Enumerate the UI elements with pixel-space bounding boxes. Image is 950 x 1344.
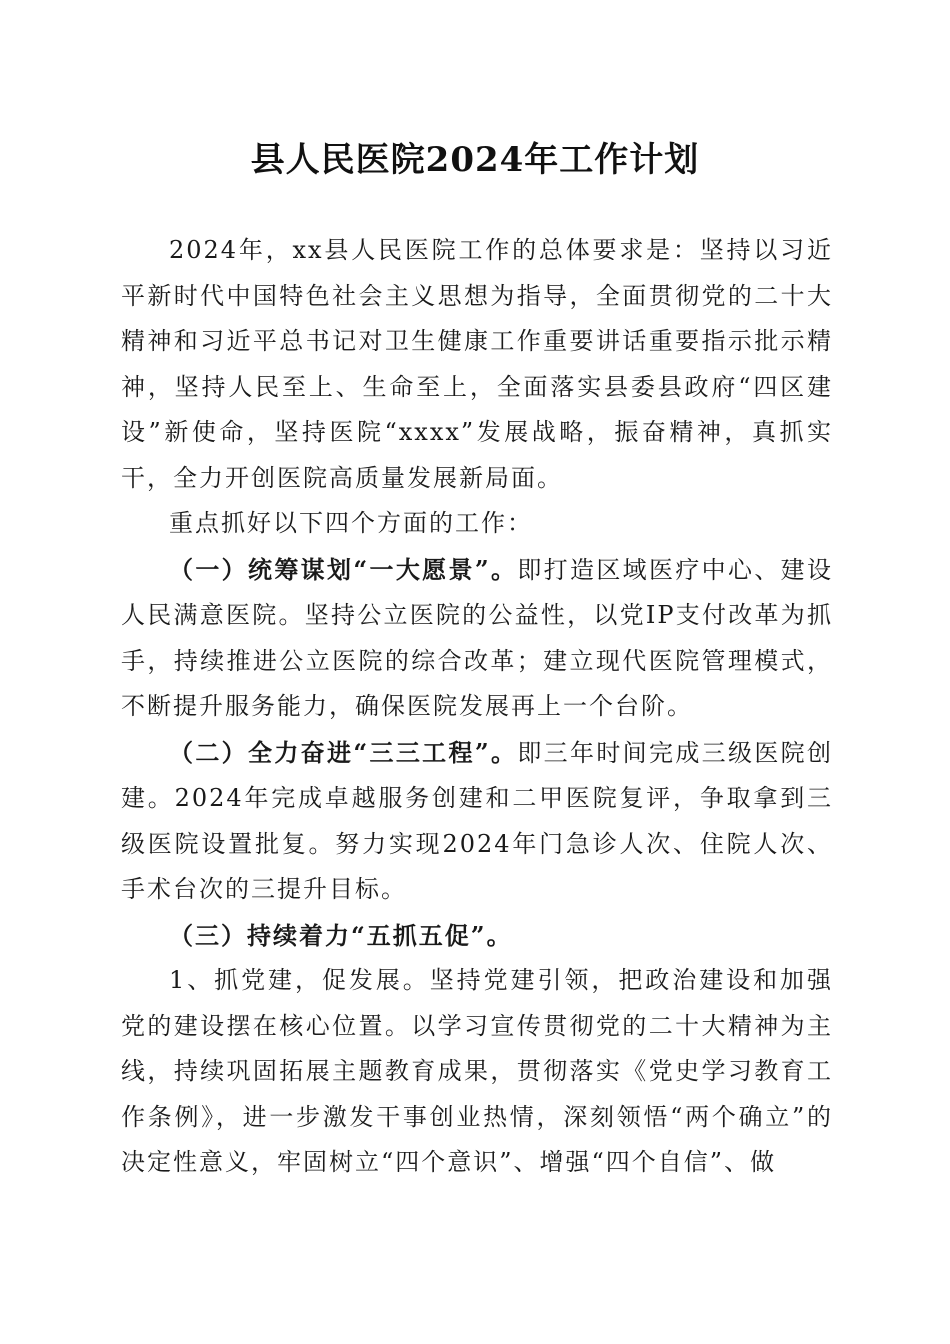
paragraph-section-1 [121,547,833,730]
document-title: 县人民医院2024年工作计划 [250,140,700,180]
paragraph-intro: 2024年，xx县人民医院工作的总体要求是：坚持以习近平新时代中国特色社会主义思想为指导，全面贯彻党的二十大精神和习近平总书记对卫生健康工作重要讲话重要指示批示精神，坚持人民至上、生命至上，全面落实县委县政府“四区建设”新使命，坚持医院“xxxx”发展战略，振奋精神，真抓实干，全力开创医院高质量发展新局面。 [121,236,833,492]
section-3-heading: （三）持续着力“五抓五促”。 [169,920,513,950]
section-1-heading: （一）统筹谋划“一大愿景”。 [169,554,518,584]
section-2-heading: （二）全力奋进“三三工程”。 [169,737,518,767]
paragraph-focus: 重点抓好以下四个方面的工作： [169,509,533,537]
section-2-body: 即三年时间完成三级医院创建。2024年完成卓越服务创建和二甲医院复评，争取拿到三级医院设置批复。努力实现2024年门急诊人次、住院人次、手术台次的三提升目标。 [121,738,834,903]
document-body [121,228,833,1186]
section-1-body: 即打造区域医疗中心、建设人民满意医院。坚持公立医院的公益性，以党IP支付改革为抓手，持续推进公立医院的综合改革；建立现代医院管理模式，不断提升服务能力，确保医院发展再上一个台阶。 [121,555,834,720]
paragraph-item-1: 1、抓党建，促发展。坚持党建引领，把政治建设和加强党的建设摆在核心位置。以学习宣传贯彻党的二十大精神为主线，持续巩固拓展主题教育成果，贯彻落实《党史学习教育工作条例》，进一步激发干事创业热情，深刻领悟“两个确立”的决定性意义，牢固树立“四个意识”、增强“四个自信”、做 [121,966,833,1176]
paragraph-section-2 [121,730,833,913]
